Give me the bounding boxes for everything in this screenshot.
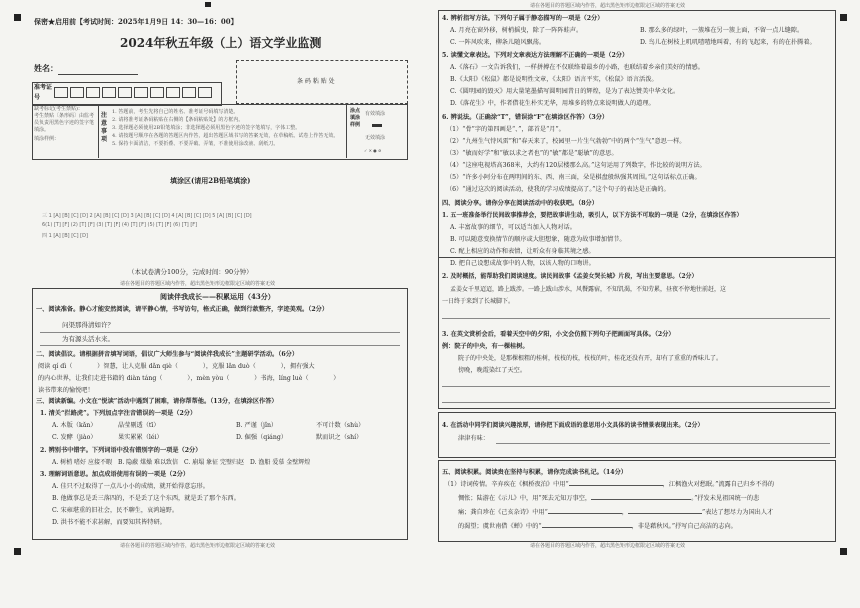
q6-item-2: （2）“九州生气恃风雷”和“春天来了，校园里一片生气勃勃”中的两个“生气”意思一样。 [446,138,686,145]
sec4-q4-idiom: 津津有味： [458,435,489,442]
sec5-q1-line1: （1）诗词传情。辛弃疾在《枫桥夜泊》中用“ ，江枫渔火对愁眠。”流露自己归乡不得的 [444,481,775,488]
corner-mark [840,14,847,21]
q3-1-option-a: A. 木版（kǎn） [52,422,97,429]
q6-item-4: （4）“这座电视塔高368米，大约有120层楼那么高。”这句运用了列数字，作比较的说明方法。 [446,162,706,169]
q3-1-option-c-word: 果实累累（léi） [118,434,163,441]
sec4-q2-passage: 孟姜女千里迢迢，路上跋涉。一路上跋山涉水，风餐露宿，不知饥渴，不知劳累，昼夜不停地往前赶，这 [450,286,727,293]
sec4-q3-example-text: 院子的中央处，是那棵根粗的桂树，枝枝的枝，枝枝的叶，桂花还没有开，却有了重重的香味儿了。 [458,355,723,362]
ticket-digit-cell[interactable] [134,87,148,98]
footer-note-right: 请在各题目的答题区域内作答，超出黑色矩形边框限定区域的答案无效 [530,543,686,549]
ticket-digit-cell[interactable] [182,87,196,98]
bad-fill-sample-icon: ✓ ✕ ● ⊘ [364,148,382,153]
sec4-q1: 1. 五一班准备举行民间故事推荐会，要把故事讲生动，吸引人，以下方法不可取的一项是（2分，在填涂区作答） [442,212,743,219]
sec4-q1-option-d: D. 把自己设想成故事中的人物，以该人物的口吻讲。 [450,260,595,267]
sec4-q1-option-a: A. 丰富故事的细节，可以适当加入人物对话。 [450,224,576,231]
q1-poem-line1: 问渠那得清如许？ [62,321,114,329]
right-page [430,0,860,608]
question-2: 二、阅读倡议。请根据拼音填写词语，倡议广大师生参与“阅读伴我成长”主题研学活动。（6分） [36,351,299,358]
top-boundary-note: 请在各题目的答题区域内作答，超出黑色矩形边框限定区域的答案无效 [530,3,686,9]
sec4-q1-option-c: C. 配上相应的动作和表情，让听众有身临其境之感。 [450,248,595,255]
q5-option-b: B.《太阳》《松鼠》都是说明性文章，《太阳》语言平实，《松鼠》语言活泼。 [450,76,658,83]
corner-mark [205,2,211,7]
q6-item-3: （3）“敏而好学”和“敏以求之者也”的“敏”都是“聪敏”的意思。 [446,150,618,157]
section-4-title: 四、阅读分享。请你分享在阅读活动中的收获吧。（8分） [442,200,598,207]
sec4-q2-answer-line[interactable] [442,318,830,319]
question-5: 5. 读懂文章表达。下列对文章表达方法理解不正确的一项是（2分） [442,52,629,59]
ticket-digit-cell[interactable] [118,87,132,98]
q4-option-a: A. 月亮在窗外移，树梢摇曳，除了一阵阵蛙声。 [450,27,583,34]
ticket-digit-cell[interactable] [198,87,212,98]
q3-1-option-b-word: 不可计数（shù） [316,422,365,429]
ticket-digit-cell[interactable] [70,87,84,98]
divider [98,104,99,158]
question-6: 6. 辨说法。（正确涂“T”，错误涂“F”在填涂区作答）（3分） [442,114,609,121]
q3-3-option-a: A. 佳只不过取得了一点儿小小的成绩，就开始得意忘形。 [52,483,209,490]
sec4-q3: 3. 在英文赏析会后，看着天空中的夕阳，小文会仿照下列句子把画面写具体。（2分） [442,331,675,338]
q1-writing-line[interactable] [40,345,400,346]
name-line[interactable] [58,74,138,75]
sec4-q1-option-b: B. 可以随意变换情节的顺序或大胆想象，随意为故事增加情节。 [450,236,626,243]
q3-1-option-d: D. 倔强（qiáng） [236,434,287,441]
q6-item-1: （1）“骨”字的第四画是“、”，部首是“月”。 [446,126,565,133]
q2-line-1[interactable]: 阅读 qí dì（ ）智慧，让人克服 dǎn qiè（ ），克服 lǎn duò（ ），拥有强大 [38,363,315,370]
sec4-q2: 2. 及时概括，能帮助我们阅读速度。读民间故事《孟姜女哭长城》片段，写出主要意思。（2分） [442,273,698,280]
q1-poem-line2: 为有源头活水来。 [62,335,114,343]
secret-label: 保密★启用前【考试时间：2025年1月9日 14：30—16：00】 [34,17,238,26]
sec5-q1-line4: 的渴望；虞世南借《蝉》中的“ ，非是藉秋风。”抒写自己高洁的志向。 [458,523,737,530]
q4-option-d: D. 鸟儿在树枝上叽叽喳喳地叫着，有的飞起来，有的在扑腾着。 [640,39,816,46]
q3-3: 3. 理解词语意思。加点成语使用有误的一项是（2分） [40,471,190,478]
question-1: 一、阅读准备。静心才能安然阅读，请平静心情，书写访句，格式正确，做到行款整齐，字迹美观。（2分） [36,306,329,313]
q3-2-options: A. 树梢 嗜好 应接不暇 B. 隐蔽 煤燥 难以致信 C. 崩塌 象征 完璧归赵 D. 渔船 爱慕 金壁辉煌 [52,459,311,466]
q3-3-option-d: D. 洪书不能不求甚解，而要知其皆特研。 [52,519,166,526]
q3-1-option-d-word: 默而识之（shí） [316,434,363,441]
q3-3-option-b: B. 他做事总是丢三落四的，不是丢了这个东西，就是丢了那个东西。 [52,495,240,502]
page-title: 2024年秋五年级（上）语文学业监测 [120,36,322,50]
q3-1-option-c: C. 发酵（jiào） [52,434,97,441]
question-3: 三、阅读新编。小文在“悦读”活动中遇到了困难，请你帮帮他。（13分，在填涂区作答） [36,398,278,405]
fill-example-bad: 无效填涂 [365,135,386,141]
q5-option-c: C.《圆明园的毁灭》用大量笔墨描写圆明园昔日的辉煌，是为了表达赞美中华文化。 [450,88,680,95]
score-note: （本试卷满分100分，完成时间：90分钟） [128,268,253,276]
barcode-label: 条 码 粘 贴 处 [297,78,335,85]
ticket-digit-cell[interactable] [166,87,180,98]
sec4-q2-passage-end: 一日终于来到了长城脚下。 [442,298,515,305]
sec4-q3-example: 例：院子的中央，有一棵桂树。 [442,343,529,350]
q4-option-c: C. 一阵风吹来，柳条儿随风飘荡。 [450,39,546,46]
q1-writing-line[interactable] [40,332,400,333]
q3-1: 1. 清关“拦路虎”。下列加点字注音错误的一项是（2分） [40,410,197,417]
sec4-q3-answer-line[interactable] [442,402,830,403]
q6-item-5: （5）“许多小阿分布在两明间的东、西、南三面，朵是棋盘般纵强其周围。”这句话标点正确。 [446,174,701,181]
fill-row-6[interactable]: 6(1) [T] [F] (2) [T] [F] (3) [T] [F] (4) [T] [F] (5) [T] [F] (6) [T] [F] [42,222,198,228]
ticket-digit-cell[interactable] [54,87,68,98]
corner-mark [840,548,847,555]
fill-example-ok: 有效填涂 [365,111,386,117]
q3-1-option-b: B. 严谨（jǐn） [236,422,278,429]
q5-option-d: D.《落花生》中，作者借花生朴实无华，用堆多的特点来说明做人的道理。 [450,100,655,107]
fill-example-title: 涂点填涂样例 [350,108,361,128]
notice-list: 1. 答题前，考生先将自己的姓名、准考证号码填写清楚。 2. 请将准考证条码粘贴在右侧的【条码粘贴处】的方框内。 3. 选择题必须使用2B铅笔填涂；非选择题必须用黑色字迹的签字笔填写，字体工整。 4. 请按题号顺序在各题的答题区内作答，超出答题区域书写的答案无效，在草稿纸、试卷上作答无效。 5. 保持卡面清洁，不要折叠、不要弄破、弄皱，不准使用涂改液、刮纸刀。 [112,109,339,147]
q2-line-3: 读书带来的愉悦吧！ [38,387,94,394]
q5-option-a: A.《落石》一文告诉我们，一样拼搏在不仅联络着最乡的小路，也联结着乡亲们美好的情感。 [450,64,704,71]
q3-1-option-a-word: 晶莹剔透（tī） [118,422,160,429]
name-label: 姓名： [34,63,58,73]
sec4-q3-prompt: 傍晚，晚霞染红了天空。 [458,367,527,374]
boundary-note: 请在各题目的答题区域内作答，超出黑色矩形边框限定区域的答案无效 [120,281,276,287]
fill-row-3[interactable]: 三 1 [A] [B] [C] [D] 2 [A] [B] [C] [D] 3 [A] [B] [C] [D] 4 [A] [B] [C] [D] 5 [A] [B] [C] [D] [42,213,252,219]
absent-mark-note: 缺考标记(考生禁贴)： 考生禁贴〔条形码〕由监考员负责用黑色字迹的签字笔填涂。 填涂样例： [34,106,95,142]
section-1-title: 阅读伴我成长——积累运用（43分） [160,292,275,301]
sec5-q1-line3: 痛；龚自珍在《己亥杂诗》中用“ ， ”表达了想尽力为国出人才 [458,509,774,516]
fill-row-4[interactable]: 四 1 [A] [B] [C] [D] [42,233,88,239]
sec4-q4: 4. 在活动中同学们阅读兴趣浓厚，请你把下面成语的意思用小文具体的读书情景表现出来。（2分） [442,422,704,429]
corner-mark [14,14,21,21]
sec4-q3-answer-line[interactable] [442,386,830,387]
section-5-title: 五、阅读积累。阅读贵在坚持与积累，请你完成读书札记。（14分） [442,469,627,476]
sec4-q4-answer-line[interactable] [496,443,830,444]
ticket-digit-cell[interactable] [150,87,164,98]
fill-area-title: 填涂区(请用2B铅笔填涂) [170,176,251,185]
sec5-q1-line2: 惆怅；陆游在《示儿》中，用“死去元知万事空， 。”抒发未见祖国统一的悲 [458,495,760,502]
notice-title: 注意事项 [101,112,108,143]
q3-2: 2. 辨别书中错字。下列词语中没有错别字的一项是（2分） [40,447,202,454]
q2-line-2[interactable]: 的内心世界，让我们走进书籍的 diàn táng（ ），mèn yòu（ ）书海，líng luè（ ） [38,375,340,382]
barcode-area [236,60,408,104]
right-box-3 [438,412,836,458]
q3-3-option-c: C. 宋雍堪重的旧社会，民不聊生，哀鸿遍野。 [52,507,179,514]
ticket-digit-cell[interactable] [102,87,116,98]
ticket-digit-cell[interactable] [86,87,100,98]
footer-note: 请在各题目的答题区域内作答，超出黑色矩形边框限定区域的答案无效 [120,543,276,549]
corner-mark [14,548,21,555]
q4-option-b: B. 那么多的绿叶，一簇堆在另一簇上面，不留一点儿缝隙。 [640,27,804,34]
question-4: 4. 辨析指写方法。下列句子属于静态描写的一项是（2分） [442,15,604,22]
filled-mark-icon [372,124,382,127]
right-box-1 [438,10,836,258]
q6-item-6: （6）“通过这次的阅读活动，使我的学习成绩提高了。”这个句子的表达是正确的。 [446,186,670,193]
ticket-label: 准考证号 [34,84,53,101]
divider [346,104,347,158]
